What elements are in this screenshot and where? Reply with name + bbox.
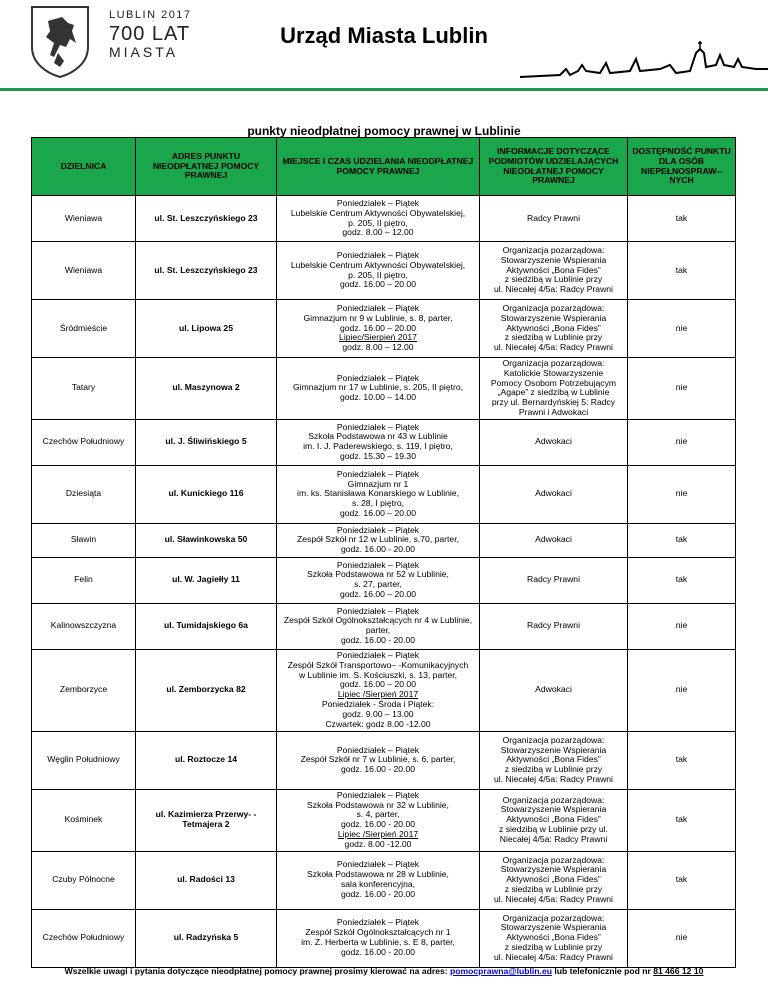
place-time-line: sala konferencyjna, (340, 879, 416, 890)
place-time-line: Poniedziałek – Piątek (336, 249, 420, 260)
place-time-line: Poniedziałek – Piątek (336, 197, 420, 208)
provider-info-line: Stowarzyszenie Wspierania (500, 312, 607, 323)
table-row (32, 557, 736, 603)
column-header-provider-info: INFORMACJE DOTYCZĄCE PODMIOTÓW UDZIELAJĄCYCH NIEODŁATNEJ POMOCY PRAWNEJ (480, 138, 628, 196)
accessibility-cell: tak (628, 523, 736, 557)
place-time-line: godz. 16.00 – 20.00 (340, 589, 416, 600)
place-time-cell (277, 196, 480, 242)
accessibility-cell: tak (628, 557, 736, 603)
provider-info-line: Aktywności „Bona Fides” (506, 264, 601, 275)
place-time-cell (277, 419, 480, 465)
provider-info-line: Aktywności „Bona Fides” (506, 322, 601, 333)
accessibility-cell: nie (628, 358, 736, 420)
place-time-line: godz. 16.00 - 20.00 (340, 635, 416, 646)
place-time-cell (277, 242, 480, 300)
provider-info-cell (480, 909, 628, 967)
place-time-line: Zespół Szkół nr 7 w Lublinie, s. 6, parter, (300, 754, 456, 765)
accessibility-cell: tak (628, 731, 736, 789)
provider-info-line: z siedzibą w Lublinie przy ul. (499, 824, 608, 835)
table-row (32, 358, 736, 420)
accessibility-cell: tak (628, 851, 736, 909)
place-time-line: Poniedziałek – Piątek (336, 859, 420, 870)
provider-info-line: Organizacja pozarządowa: (502, 245, 605, 255)
page-header (0, 0, 768, 92)
provider-info-cell (480, 419, 628, 465)
district-cell: Tatary (32, 358, 136, 420)
contact-email-link[interactable]: pomocprawna@lublin.eu (450, 966, 552, 976)
provider-info-line: Stowarzyszenie Wspierania (500, 922, 607, 933)
address-cell: ul. Lipowa 25 (136, 300, 277, 358)
district-cell: Czuby Północne (32, 851, 136, 909)
provider-info-line: Prawni i Adwokaci (518, 406, 589, 417)
address-cell: ul. Kunickiego 116 (136, 465, 277, 523)
address-cell: ul. Kazimierza Przerwy- -Tetmajera 2 (136, 789, 277, 851)
place-time-line: Zespół Szkół Ogólnokształcących nr 1 (305, 927, 451, 938)
place-time-line: godz. 8.00 – 12.00 (342, 342, 414, 353)
logo-line-2: 700 LAT (109, 23, 191, 45)
table-row (32, 789, 736, 851)
provider-info-line: Niecałej 4/5a: Radcy Prawni (499, 833, 608, 844)
address-cell: ul. St. Leszczyńskiego 23 (136, 196, 277, 242)
district-cell: Kalinowszczyzna (32, 603, 136, 649)
address-cell: ul. Maszynowa 2 (136, 358, 277, 420)
place-time-line: Lipiec/Sierpień 2017 (339, 332, 417, 343)
table-row (32, 196, 736, 242)
place-time-line: Poniedziałek – Piątek (336, 605, 420, 616)
place-time-line: Poniedziałek – Piątek (336, 421, 420, 432)
address-cell: ul. Zemborzycka 82 (136, 649, 277, 731)
place-time-line: godz. 16.00 - 20.00 (340, 946, 416, 957)
place-time-cell (277, 300, 480, 358)
address-cell: ul. Roztocze 14 (136, 731, 277, 789)
provider-info-line: ul. Niecałej 4/5a: Radcy Prawni (494, 773, 613, 784)
place-time-line: Gimnazjum nr 9 w Lublinie, s. 8, parter, (303, 312, 453, 323)
table-body (32, 196, 736, 968)
accessibility-cell: nie (628, 649, 736, 731)
provider-info-line: Adwokaci (535, 488, 572, 499)
accessibility-cell: nie (628, 465, 736, 523)
footer-text: Wszelkie uwagi i pytania dotyczące nieodpłatnej pomocy prawnej prosimy kierować na adres: (64, 966, 451, 976)
logo-line-1: LUBLIN 2017 (109, 9, 192, 21)
place-time-line: Szkoła Podstawowa nr 52 w Lublinie, (307, 569, 449, 580)
provider-info-line: przy ul. Bernardyńskiej 5: Radcy (491, 397, 616, 408)
table-row (32, 649, 736, 731)
provider-info-line: z siedzibą w Lublinie przy (504, 883, 603, 894)
district-cell: Dziesiąta (32, 465, 136, 523)
place-time-line: godz. 8.00 -12.00 (344, 838, 412, 849)
table-row (32, 909, 736, 967)
place-time-line: p. 205, II piętro, (348, 217, 408, 228)
accessibility-cell: tak (628, 789, 736, 851)
place-time-line: godz. 9.00 – 13.00 (342, 708, 414, 719)
place-time-line: Poniedziałek – Piątek (336, 789, 420, 800)
place-time-line: Zespół Szkół Transportowo– -Komunikacyjnych (287, 659, 469, 670)
provider-info-cell (480, 300, 628, 358)
provider-info-line: Adwokaci (535, 534, 572, 545)
provider-info-cell (480, 603, 628, 649)
address-cell: ul. Tumidajskiego 6a (136, 603, 277, 649)
provider-info-cell (480, 358, 628, 420)
district-cell: Czechów Południowy (32, 909, 136, 967)
city-skyline-icon (520, 35, 768, 85)
place-time-line: Gimnazjum nr 17 w Lublinie, s. 205, II piętro, (292, 382, 464, 393)
provider-info-line: ul. Niecałej 4/5a: Radcy Prawni (494, 951, 613, 962)
place-time-cell (277, 649, 480, 731)
district-cell: Zemborzyce (32, 649, 136, 731)
provider-info-cell (480, 523, 628, 557)
provider-info-line: Organizacja pozarządowa: (502, 734, 605, 745)
place-time-line: Poniedziałek - Środa i Piątek: (321, 699, 435, 710)
district-cell: Wieniawa (32, 196, 136, 242)
place-time-line: s. 28, I piętro, (351, 498, 405, 509)
provider-info-line: ul. Niecałej 4/5a: Radcy Prawni (494, 893, 613, 904)
place-time-cell (277, 909, 480, 967)
provider-info-line: ul. Niecałej 4/5a: Radcy Prawni (494, 342, 613, 353)
place-time-line: Poniedziałek – Piątek (336, 303, 420, 313)
place-time-line: godz. 16.00 – 20.00 (340, 322, 416, 333)
provider-info-line: Organizacja pozarządowa: (502, 794, 605, 805)
place-time-line: Szkoła Podstawowa nr 32 w Lublinie, (307, 799, 449, 810)
place-time-cell (277, 523, 480, 557)
address-cell: ul. Radzyńska 5 (136, 909, 277, 967)
place-time-line: godz. 15.30 – 19.30 (340, 451, 416, 462)
place-time-line: Poniedziałek – Piątek (336, 372, 420, 383)
provider-info-line: Aktywności „Bona Fides” (506, 814, 601, 825)
provider-info-line: Stowarzyszenie Wspierania (500, 864, 607, 875)
header-divider (0, 88, 768, 91)
place-time-line: im. ks. Stanisława Konarskiego w Lublinie, (297, 488, 459, 499)
accessibility-cell: nie (628, 603, 736, 649)
place-time-line: parter, (365, 625, 391, 636)
page-title: Urząd Miasta Lublin (280, 23, 488, 48)
place-time-line: Zespół Szkół nr 12 w Lublinie, s.70, parter, (297, 534, 459, 545)
place-time-cell (277, 557, 480, 603)
column-header-place-time: MIEJSCE I CZAS UDZIELANIA NIEODPŁATNEJ POMOCY PRAWNEJ (277, 138, 480, 196)
provider-info-line: Aktywności „Bona Fides” (506, 754, 601, 765)
provider-info-line: Organizacja pozarządowa: (502, 358, 605, 368)
provider-info-line: „Agape” z siedzibą w Lublinie (497, 387, 610, 398)
provider-info-line: Pomocy Osobom Potrzebującym (490, 377, 617, 388)
place-time-line: p. 205, II piętro, (348, 269, 408, 280)
place-time-line: Szkoła Podstawowa nr 28 w Lublinie, (307, 869, 449, 880)
place-time-line: godz. 16.00 - 20.00 (340, 544, 416, 555)
district-cell: Śródmieście (32, 300, 136, 358)
place-time-line: w Lublinie im. S. Kościuszki, s. 13, parter, (298, 669, 458, 680)
place-time-line: s. 4, parter, (356, 809, 400, 820)
provider-info-line: Adwokaci (535, 436, 572, 447)
provider-info-line: Radcy Prawni (526, 620, 580, 631)
place-time-line: godz. 16.00 – 20.00 (340, 507, 416, 518)
provider-info-line: z siedzibą w Lublinie przy (504, 941, 603, 952)
place-time-line: godz. 16.00 – 20.00 (340, 679, 416, 690)
district-cell: Czechów Południowy (32, 419, 136, 465)
provider-info-line: z siedzibą w Lublinie przy (504, 274, 603, 285)
place-time-cell (277, 789, 480, 851)
address-cell: ul. St. Leszczyńskiego 23 (136, 242, 277, 300)
place-time-line: Lubelskie Centrum Aktywności Obywatelskiej, (290, 259, 466, 270)
place-time-line: godz. 8.00 – 12.00 (342, 227, 414, 238)
place-time-line: s. 27, parter, (354, 579, 402, 590)
provider-info-line: Organizacja pozarządowa: (502, 303, 605, 313)
column-header-accessibility: DOSTĘPNOŚĆ PUNKTU DLA OSÓB NIEPEŁNOSPRAW--NYCH (628, 138, 736, 196)
place-time-line: Lipiec /Sierpień 2017 (337, 689, 419, 700)
place-time-line: Poniedziałek – Piątek (336, 650, 420, 661)
address-cell: ul. W. Jagiełły 11 (136, 557, 277, 603)
provider-info-line: z siedzibą w Lublinie przy (504, 332, 603, 343)
footer-text-middle: lub telefonicznie pod nr (551, 966, 654, 976)
table-row (32, 242, 736, 300)
place-time-line: Poniedziałek – Piątek (336, 468, 420, 479)
accessibility-cell: nie (628, 909, 736, 967)
place-time-line: godz. 16.00 – 20.00 (340, 279, 416, 290)
place-time-line: Poniedziałek – Piątek (336, 917, 420, 928)
place-time-line: Zespół Szkół Ogólnokształcących nr 4 w Lublinie, (283, 615, 473, 626)
provider-info-line: Stowarzyszenie Wspierania (500, 254, 607, 265)
place-time-line: Poniedziałek – Piątek (336, 524, 420, 535)
place-time-line: im. Z. Herberta w Lublinie, s. E 8, parter, (301, 937, 455, 948)
table-row (32, 731, 736, 789)
provider-info-cell (480, 649, 628, 731)
place-time-cell (277, 465, 480, 523)
place-time-cell (277, 731, 480, 789)
provider-info-cell (480, 789, 628, 851)
provider-info-line: Organizacja pozarządowa: (502, 912, 605, 923)
provider-info-line: z siedzibą w Lublinie przy (504, 764, 603, 775)
provider-info-cell (480, 196, 628, 242)
legal-aid-table (31, 137, 736, 968)
place-time-line: Lubelskie Centrum Aktywności Obywatelskiej, (290, 207, 466, 218)
place-time-line: Poniedziałek – Piątek (336, 559, 420, 570)
place-time-cell (277, 603, 480, 649)
table-row (32, 851, 736, 909)
logo-line-3: MIASTA (109, 44, 179, 60)
accessibility-cell: nie (628, 300, 736, 358)
address-cell: ul. Sławinkowska 50 (136, 523, 277, 557)
place-time-cell (277, 358, 480, 420)
provider-info-line: Radcy Prawni (526, 212, 580, 223)
accessibility-cell: nie (628, 419, 736, 465)
place-time-line: im. I. J. Paderewskiego, s. 119, I piętro, (303, 441, 453, 452)
provider-info-line: Aktywności „Bona Fides” (506, 874, 601, 885)
place-time-line: Gimnazjum nr 1 (347, 478, 409, 489)
table-row (32, 465, 736, 523)
provider-info-line: Adwokaci (535, 684, 572, 695)
place-time-line: godz. 16.00 - 20.00 (340, 819, 416, 830)
provider-info-cell (480, 731, 628, 789)
place-time-line: Szkoła Podstawowa nr 43 w Lublinie (308, 431, 448, 442)
place-time-line: godz. 10.00 – 14.00 (340, 392, 416, 403)
provider-info-line: Stowarzyszenie Wspierania (500, 744, 607, 755)
accessibility-cell: tak (628, 242, 736, 300)
place-time-cell (277, 851, 480, 909)
district-cell: Sławin (32, 523, 136, 557)
document-title: punkty nieodpłatnej pomocy prawnej w Lublinie (247, 124, 521, 138)
footer (0, 966, 768, 976)
place-time-line: Poniedziałek – Piątek (336, 744, 420, 755)
provider-info-cell (480, 465, 628, 523)
address-cell: ul. Radości 13 (136, 851, 277, 909)
table-row (32, 523, 736, 557)
column-header-district: DZIELNICA (32, 138, 136, 196)
column-header-address: ADRES PUNKTU NIEODPŁATNEJ POMOCY PRAWNEJ (136, 138, 277, 196)
place-time-line: Lipiec /Sierpień 2017 (337, 828, 419, 839)
table-row (32, 603, 736, 649)
district-cell: Wieniawa (32, 242, 136, 300)
district-cell: Węglin Południowy (32, 731, 136, 789)
provider-info-cell (480, 242, 628, 300)
table-row (32, 300, 736, 358)
provider-info-line: Aktywności „Bona Fides” (506, 932, 601, 943)
place-time-line: Czwartek: godz 8.00 -12.00 (325, 718, 431, 729)
provider-info-line: Stowarzyszenie Wspierania (500, 804, 607, 815)
table-header-row (32, 138, 736, 196)
provider-info-line: Radcy Prawni (526, 574, 580, 585)
place-time-line: godz. 16.00 - 20.00 (340, 764, 416, 775)
provider-info-line: Organizacja pozarządowa: (502, 854, 605, 865)
provider-info-line: ul. Niecałej 4/5a: Radcy Prawni (494, 284, 613, 295)
provider-info-line: Katolickie Stowarzyszenie (503, 367, 604, 378)
district-cell: Felin (32, 557, 136, 603)
provider-info-cell (480, 851, 628, 909)
provider-info-cell (480, 557, 628, 603)
table-row (32, 419, 736, 465)
district-cell: Kośminek (32, 789, 136, 851)
accessibility-cell: tak (628, 196, 736, 242)
contact-phone: 81 466 12 10 (653, 966, 704, 976)
address-cell: ul. J. Śliwińskiego 5 (136, 419, 277, 465)
place-time-line: godz. 16.00 - 20.00 (340, 888, 416, 899)
